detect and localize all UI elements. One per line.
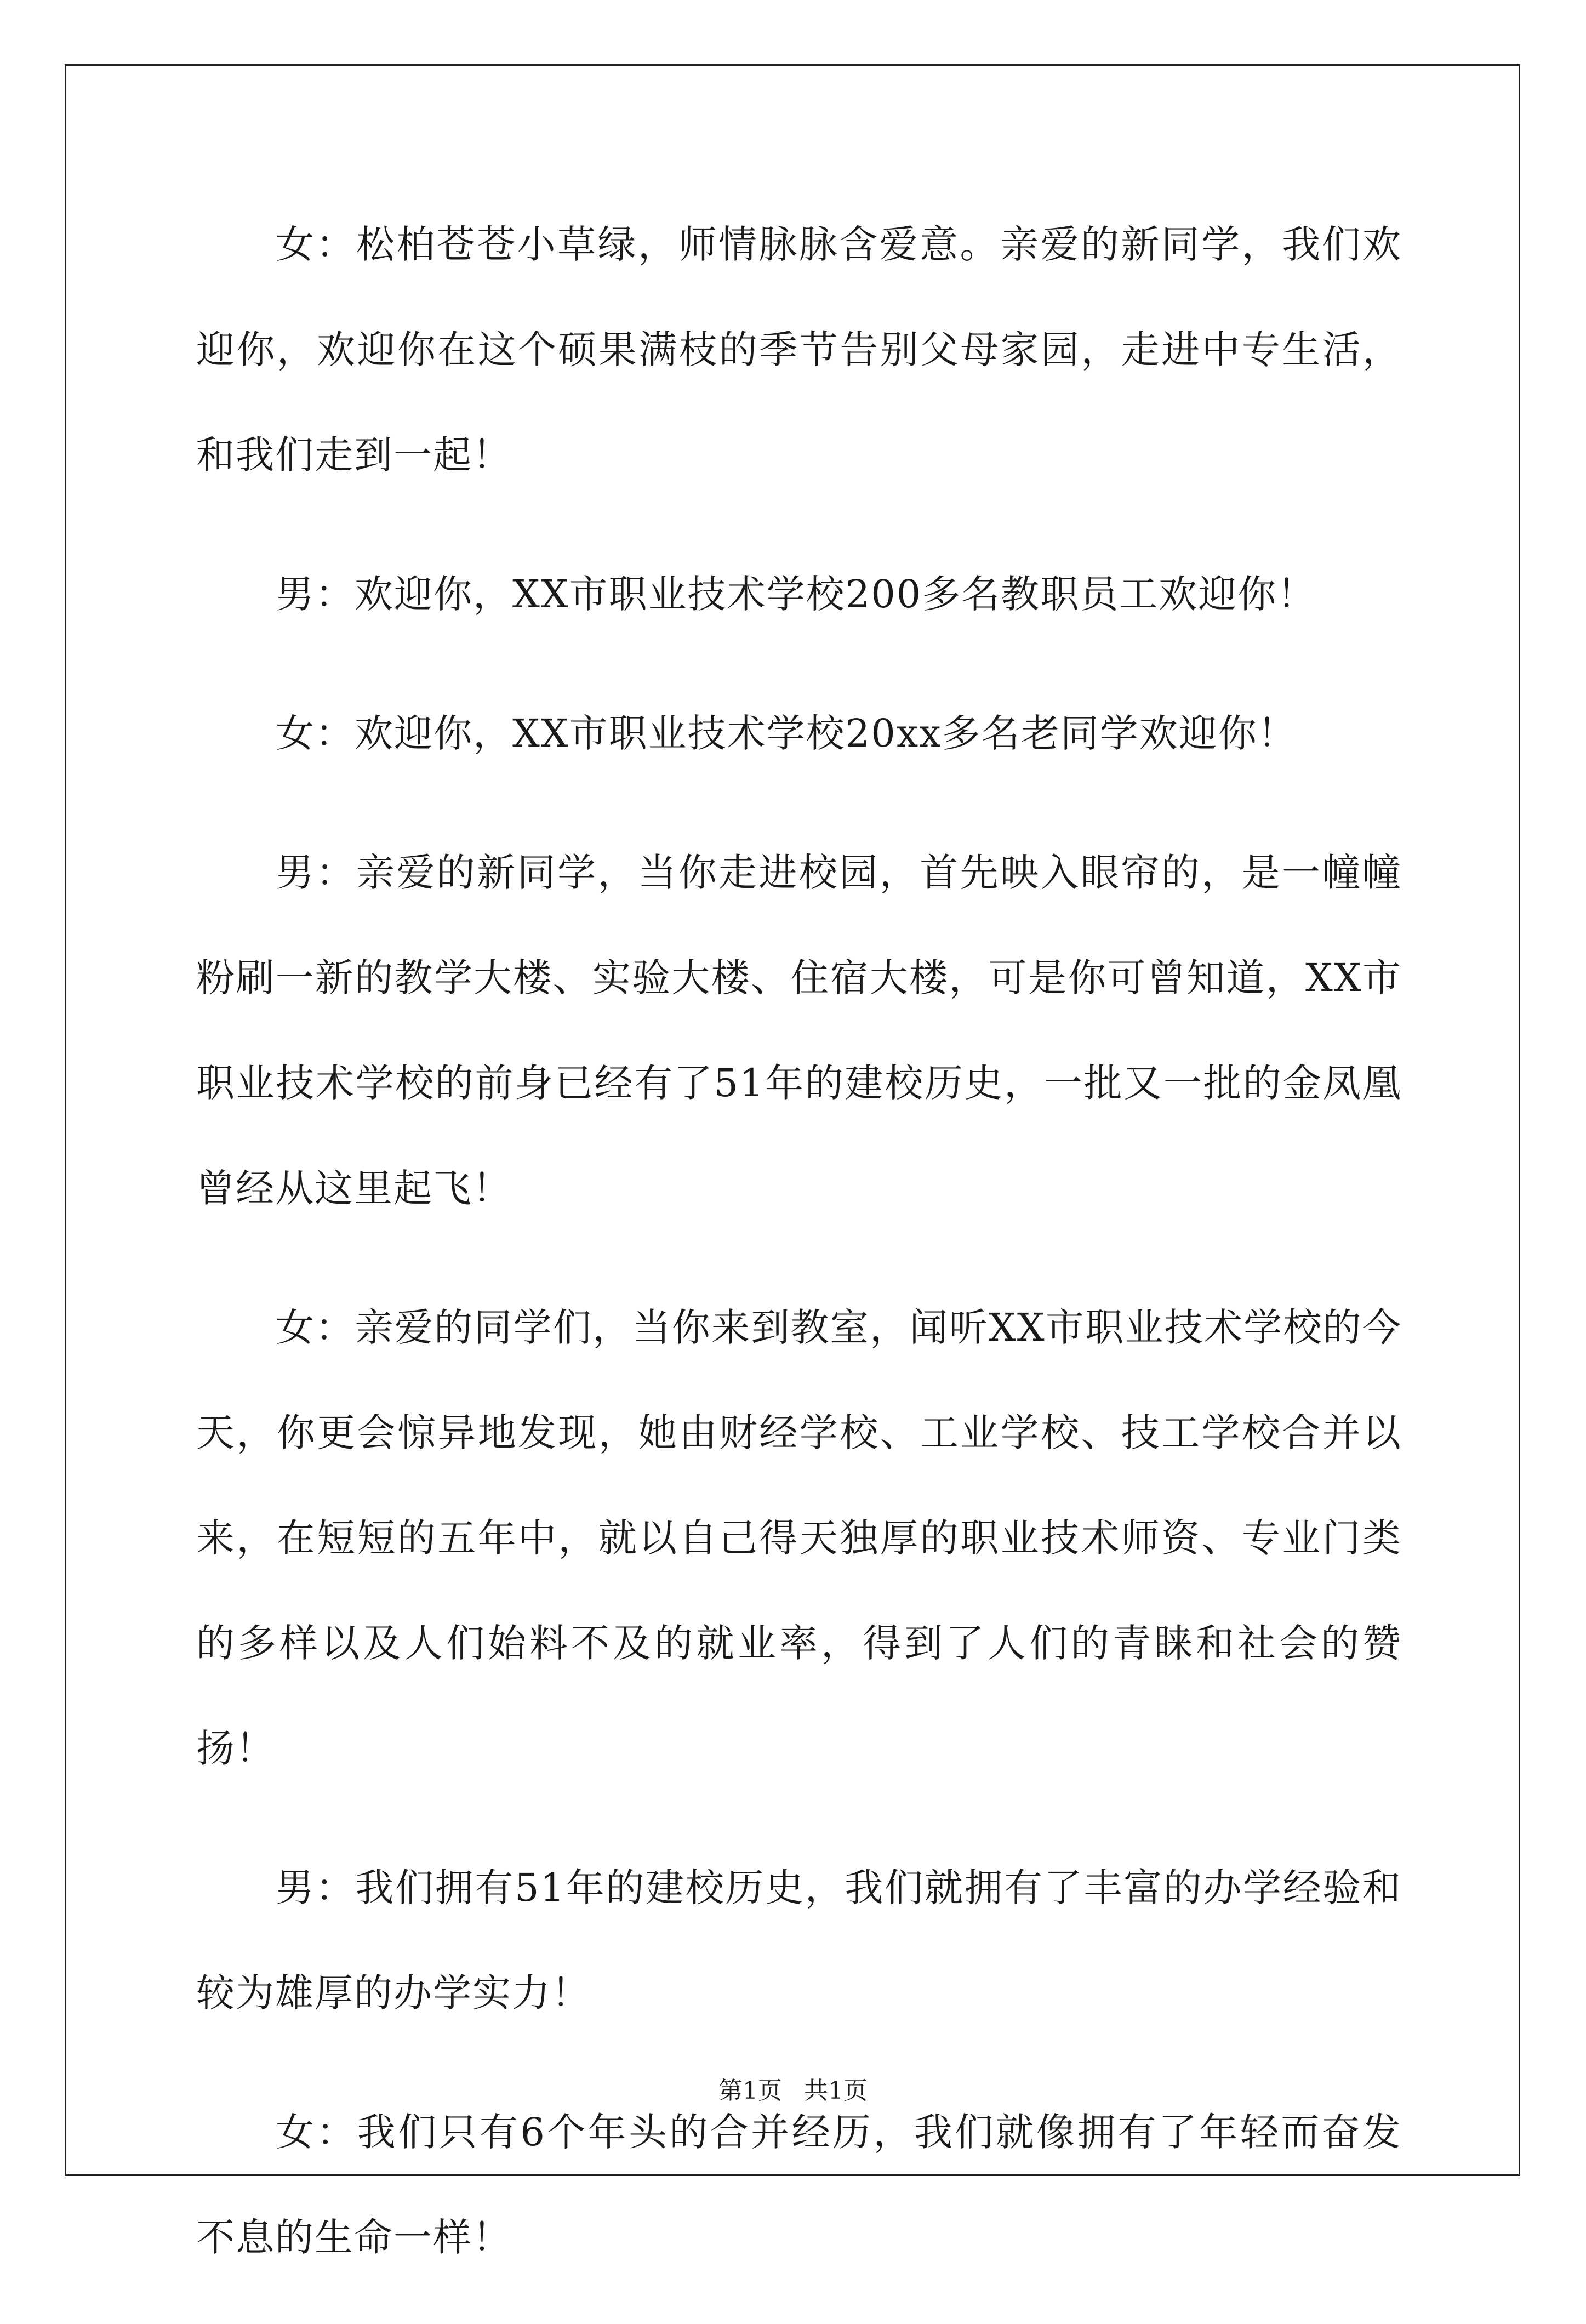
paragraph-4: 男：亲爱的新同学，当你走进校园，首先映入眼帘的，是一幢幢粉刷一新的教学大楼、实验大楼、住宿大楼，可是你可曾知道，XX市职业技术学校的前身已经有了51年的建校历史，一批又一批的金凤凰曾经从这里起飞！ bbox=[196, 850, 1402, 1211]
page-number-total: 共1页 bbox=[804, 2077, 868, 2105]
paragraph-7: 女：我们只有6个年头的合并经历，我们就像拥有了年轻而奋发不息的生命一样！ bbox=[196, 2110, 1402, 2260]
page-footer bbox=[0, 2071, 1586, 2106]
document-body bbox=[196, 192, 1402, 2324]
paragraph-6: 男：我们拥有51年的建校历史，我们就拥有了丰富的办学经验和较为雄厚的办学实力！ bbox=[196, 1865, 1402, 2015]
paragraph-3: 女：欢迎你，XX市职业技术学校20xx多名老同学欢迎你！ bbox=[276, 711, 1297, 756]
paragraph-1: 女：松柏苍苍小草绿，师情脉脉含爱意。亲爱的新同学，我们欢迎你，欢迎你在这个硕果满枝的季节告别父母家园，走进中专生活，和我们走到一起！ bbox=[196, 222, 1402, 477]
paragraph-2: 男：欢迎你，XX市职业技术学校200多名教职员工欢迎你！ bbox=[276, 572, 1317, 617]
page-number-current: 第1页 bbox=[718, 2077, 782, 2105]
paragraph-5: 女：亲爱的同学们，当你来到教室，闻听XX市职业技术学校的今天，你更会惊异地发现，她由财经学校、工业学校、技工学校合并以来，在短短的五年中，就以自己得天独厚的职业技术师资、专业门类的多样以及人们始料不及的就业率，得到了人们的青睐和社会的赞扬！ bbox=[196, 1305, 1402, 1771]
